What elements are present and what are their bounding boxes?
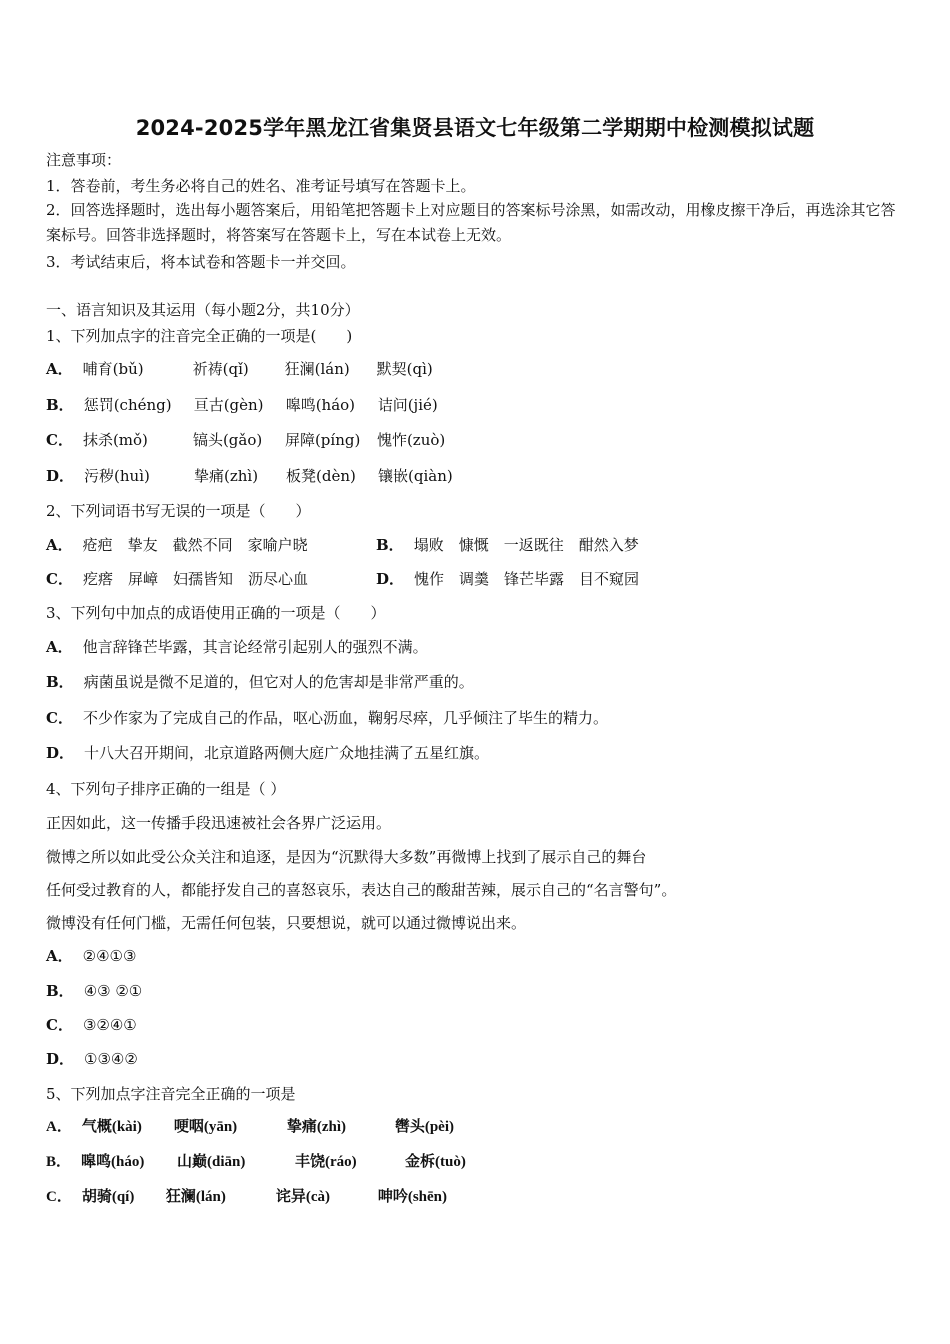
option-text: ④③ ②①	[83, 982, 143, 1000]
q3-stem: 3、下列句中加点的成语使用正确的一项是（ ）	[46, 604, 386, 622]
q2-stem: 2、下列词语书写无误的一项是（ ）	[46, 502, 311, 520]
option-label: A．	[46, 1119, 72, 1135]
option-label: A．	[46, 536, 73, 554]
word: 气概(kài)	[81, 1119, 142, 1135]
option-label: A．	[46, 947, 73, 965]
q4-option-a[interactable]	[46, 946, 136, 966]
word: 愧怍(zuò)	[376, 431, 446, 449]
option-label: A．	[46, 638, 73, 656]
word: 嗥鸣(háo)	[285, 396, 356, 414]
word: 嗥鸣(háo)	[81, 1154, 145, 1170]
q4-sentence-4: 微博没有任何门槛，无需任何包装，只要想说，就可以通过微博说出来。	[46, 914, 527, 932]
option-text: 塌败 慷慨 一返既往 酣然入梦	[413, 536, 639, 554]
word: 金柝(tuò)	[405, 1154, 466, 1170]
word: 挚痛(zhì)	[286, 1119, 347, 1135]
option-label: D．	[46, 744, 75, 762]
q1-option-a[interactable]	[46, 359, 433, 379]
word: 挚痛(zhì)	[194, 467, 259, 485]
q4-sentence-3: 任何受过教育的人，都能抒发自己的喜怒哀乐，表达自己的酸甜苦辣，展示自己的“名言警句”。	[46, 881, 677, 899]
word: 呻吟(shēn)	[377, 1189, 448, 1205]
word: 哺育(bǔ)	[82, 360, 144, 378]
word: 惩罚(chéng)	[83, 396, 172, 414]
option-text: 十八大召开期间，北京道路两侧大庭广众地挂满了五星红旗。	[84, 744, 490, 762]
word: 哽咽(yān)	[173, 1119, 238, 1135]
word: 胡骑(qí)	[81, 1189, 135, 1205]
q3-option-d[interactable]	[46, 743, 489, 763]
notice-item-1: 1．答卷前，考生务必将自己的姓名、准考证号填写在答题卡上。	[46, 177, 476, 195]
option-label: C．	[46, 1189, 72, 1205]
option-text: 病菌虽说是微不足道的，但它对人的危害却是非常严重的。	[83, 673, 474, 691]
q1-stem: 1、下列加点字的注音完全正确的一项是( )	[46, 327, 353, 345]
notice-heading: 注意事项：	[46, 151, 122, 169]
word: 污秽(huì)	[84, 467, 150, 485]
q2-option-c[interactable]	[46, 569, 308, 589]
word: 狂澜(lán)	[165, 1189, 226, 1205]
q5-option-b[interactable]	[46, 1152, 466, 1172]
option-label: C．	[46, 570, 73, 588]
word: 默契(qì)	[376, 360, 433, 378]
option-text: 疙瘩 屏嶂 妇孺皆知 沥尽心血	[82, 570, 308, 588]
option-label: D．	[46, 467, 75, 485]
q4-option-c[interactable]	[46, 1015, 137, 1035]
option-text: ③②④①	[82, 1016, 137, 1034]
q4-option-b[interactable]	[46, 981, 142, 1001]
word: 山巅(diān)	[177, 1154, 246, 1170]
word: 板凳(dèn)	[286, 467, 356, 485]
option-label: B．	[376, 536, 404, 554]
q4-sentence-1: 正因如此，这一传播手段迅速被社会各界广泛运用。	[46, 814, 392, 832]
q3-option-a[interactable]	[46, 637, 428, 657]
word: 抹杀(mǒ)	[82, 431, 148, 449]
q2-option-a[interactable]	[46, 535, 308, 555]
word: 狂澜(lán)	[284, 360, 350, 378]
word: 丰饶(ráo)	[295, 1154, 357, 1170]
page-title: 2024-2025学年黑龙江省集贤县语文七年级第二学期期中检测模拟试题	[135, 116, 815, 140]
q1-option-c[interactable]	[46, 430, 445, 450]
option-text: ①③④②	[84, 1050, 138, 1068]
option-label: C．	[46, 709, 73, 727]
q4-option-d[interactable]	[46, 1049, 138, 1069]
option-label: C．	[46, 1016, 73, 1034]
option-text: 他言辞锋芒毕露，其言论经常引起别人的强烈不满。	[82, 638, 428, 656]
word: 屏障(píng)	[284, 431, 361, 449]
q1-option-b[interactable]	[46, 395, 438, 415]
q4-stem: 4、下列句子排序正确的一组是（ ）	[46, 780, 286, 798]
word: 镶嵌(qiàn)	[378, 467, 453, 485]
q5-option-c[interactable]	[46, 1187, 447, 1207]
q5-stem: 5、下列加点字注音完全正确的一项是	[46, 1085, 296, 1103]
q2-option-b[interactable]	[376, 535, 639, 555]
q1-option-d[interactable]	[46, 466, 453, 486]
word: 诘问(jié)	[377, 396, 438, 414]
option-label: B．	[46, 1154, 72, 1170]
option-label: D．	[376, 570, 405, 588]
section-heading: 一、语言知识及其运用（每小题2分，共10分）	[46, 301, 360, 319]
word: 诧异(cà)	[275, 1189, 330, 1205]
word: 亘古(gèn)	[193, 396, 264, 414]
word: 祈祷(qǐ)	[192, 360, 249, 378]
q3-option-b[interactable]	[46, 672, 474, 692]
option-text: 愧作 调羹 锋芒毕露 目不窥园	[414, 570, 640, 588]
option-text: 不少作家为了完成自己的作品，呕心沥血，鞠躬尽瘁，几乎倾注了毕生的精力。	[82, 709, 608, 727]
option-label: D．	[46, 1050, 75, 1068]
q5-option-a[interactable]	[46, 1117, 454, 1137]
option-label: A．	[46, 360, 73, 378]
word: 镐头(gǎo)	[192, 431, 263, 449]
notice-item-2: 2．回答选择题时，选出每小题答案后，用铅笔把答题卡上对应题目的答案标号涂黑，如需改动，用橡皮擦干净后，再选涂其它答案标号。回答非选择题时，将答案写在答题卡上，写在本试卷上无效。	[46, 201, 896, 244]
notice-item-3: 3．考试结束后，将本试卷和答题卡一并交回。	[46, 253, 356, 271]
option-text: ②④①③	[82, 947, 137, 965]
q4-sentence-2: 微博之所以如此受公众关注和追逐，是因为“沉默得大多数”再微博上找到了展示自己的舞台	[46, 848, 647, 866]
word: 辔头(pèi)	[394, 1119, 455, 1135]
q3-option-c[interactable]	[46, 708, 608, 728]
option-text: 疮疤 挚友 截然不同 家喻户晓	[82, 536, 308, 554]
q2-option-d[interactable]	[376, 569, 639, 589]
option-label: B．	[46, 673, 74, 691]
option-label: B．	[46, 396, 74, 414]
option-label: C．	[46, 431, 73, 449]
option-label: B．	[46, 982, 74, 1000]
